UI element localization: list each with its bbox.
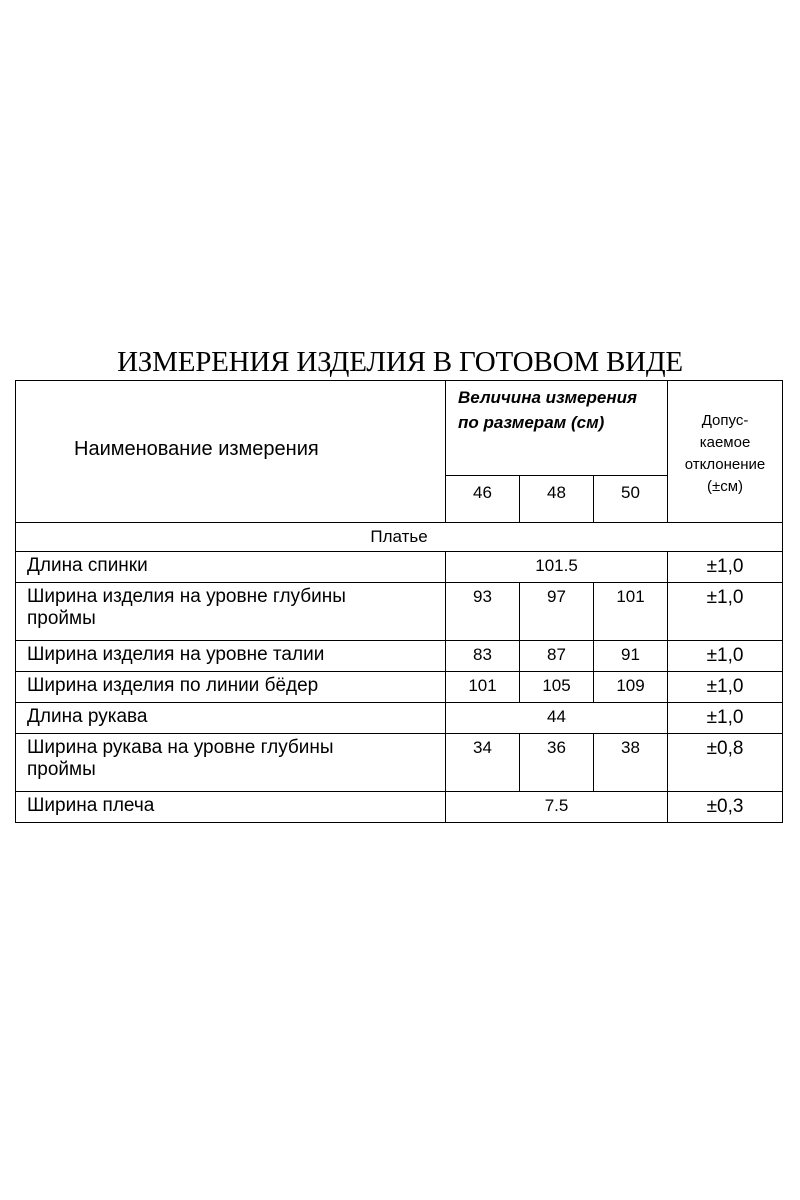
measurement-name: Ширина рукава на уровне глубины проймы — [16, 734, 446, 792]
measurement-tolerance: ±1,0 — [668, 672, 783, 703]
section-title: Платье — [16, 523, 783, 552]
measurement-tolerance: ±1,0 — [668, 703, 783, 734]
header-tolerance: Допус- каемое отклонение (±см) — [668, 381, 783, 523]
measurement-name: Ширина изделия по линии бёдер — [16, 672, 446, 703]
measurement-value-46: 101 — [446, 672, 520, 703]
measurement-value-48: 87 — [520, 641, 594, 672]
measurement-tolerance: ±1,0 — [668, 583, 783, 641]
table-row — [16, 792, 783, 823]
measurement-value: 7.5 — [446, 792, 668, 823]
measurement-value-50: 109 — [594, 672, 668, 703]
header-size-46: 46 — [446, 476, 520, 523]
header-size-group: Величина измерения по размерам (см) — [446, 381, 668, 476]
measurement-tolerance: ±1,0 — [668, 641, 783, 672]
measurement-value: 44 — [446, 703, 668, 734]
table-row — [16, 734, 783, 792]
measurement-value-46: 34 — [446, 734, 520, 792]
header-row — [16, 381, 783, 476]
measurement-value-48: 36 — [520, 734, 594, 792]
table-row — [16, 641, 783, 672]
table-row — [16, 552, 783, 583]
header-measurement-name: Наименование измерения — [16, 381, 446, 523]
table-row — [16, 703, 783, 734]
measurement-value-50: 101 — [594, 583, 668, 641]
measurement-name: Длина спинки — [16, 552, 446, 583]
measurement-tolerance: ±0,3 — [668, 792, 783, 823]
measurement-value-48: 97 — [520, 583, 594, 641]
measurement-value-48: 105 — [520, 672, 594, 703]
measurement-value: 101.5 — [446, 552, 668, 583]
measurement-value-46: 83 — [446, 641, 520, 672]
measurements-table — [15, 380, 783, 823]
table-row — [16, 672, 783, 703]
header-size-50: 50 — [594, 476, 668, 523]
measurement-name: Длина рукава — [16, 703, 446, 734]
measurement-value-46: 93 — [446, 583, 520, 641]
measurement-name: Ширина плеча — [16, 792, 446, 823]
page-title: ИЗМЕРЕНИЯ ИЗДЕЛИЯ В ГОТОВОМ ВИДЕ — [117, 346, 683, 378]
measurement-name: Ширина изделия на уровне глубины проймы — [16, 583, 446, 641]
measurement-tolerance: ±1,0 — [668, 552, 783, 583]
measurement-value-50: 91 — [594, 641, 668, 672]
measurement-name: Ширина изделия на уровне талии — [16, 641, 446, 672]
table-row — [16, 583, 783, 641]
section-row — [16, 523, 783, 552]
header-size-48: 48 — [520, 476, 594, 523]
measurement-value-50: 38 — [594, 734, 668, 792]
measurement-tolerance: ±0,8 — [668, 734, 783, 792]
